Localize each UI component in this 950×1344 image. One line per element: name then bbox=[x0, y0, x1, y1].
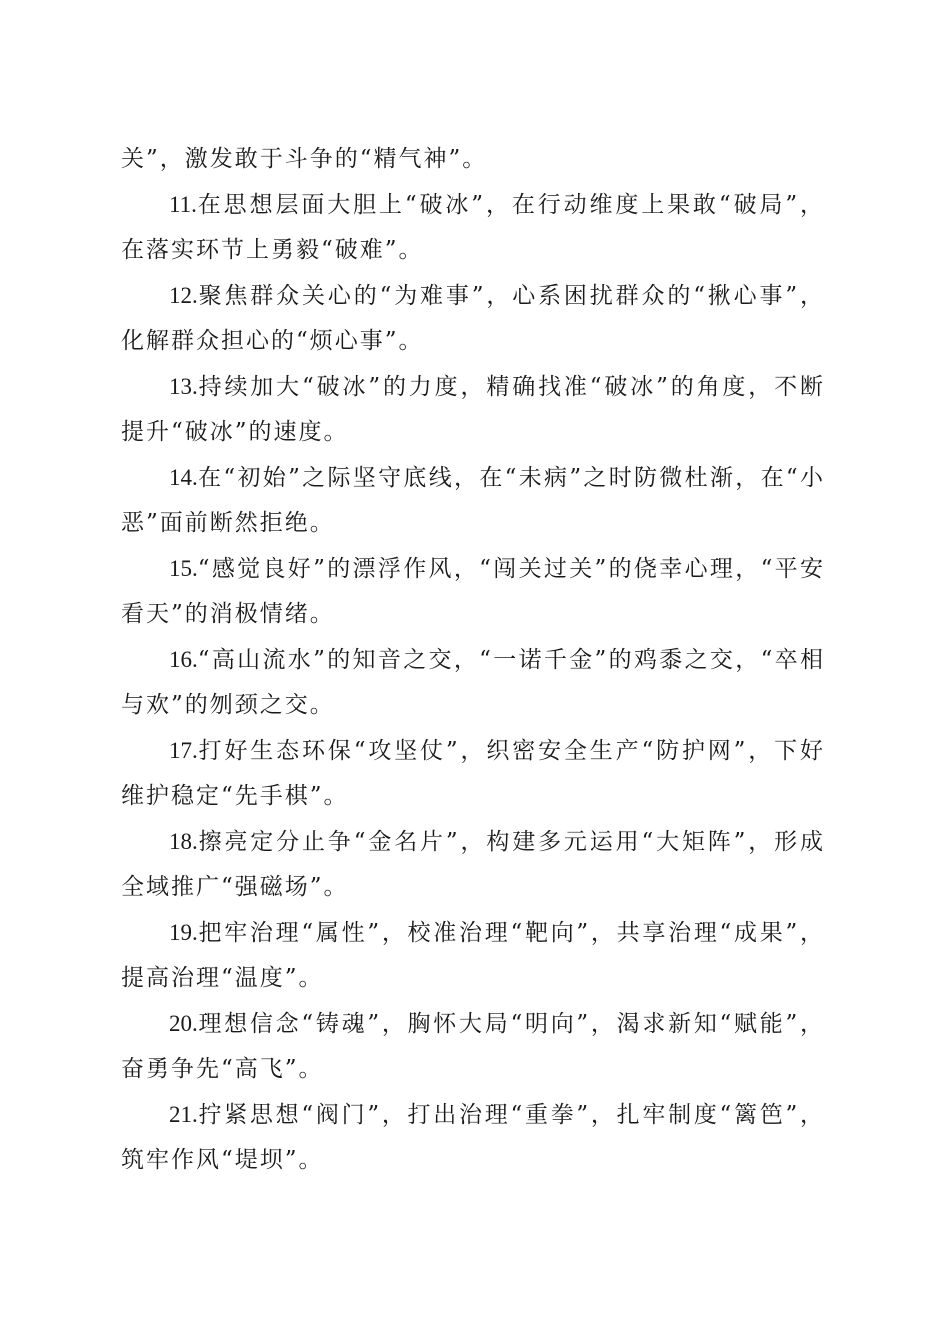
item-number: 20. bbox=[169, 1011, 198, 1036]
item-text: 聚焦群众关心的“为难事”，心系困扰群众的“揪心事”，化解群众担心的“烦心事”。 bbox=[121, 283, 825, 354]
item-number: 15. bbox=[169, 556, 198, 581]
item-number: 16. bbox=[169, 647, 198, 672]
paragraph-continuation bbox=[121, 137, 825, 182]
item-number: 19. bbox=[169, 920, 198, 945]
list-item bbox=[121, 546, 825, 637]
list-item bbox=[121, 182, 825, 273]
item-text: 擦亮定分止争“金名片”，构建多元运用“大矩阵”，形成全域推广“强磁场”。 bbox=[121, 829, 825, 900]
item-text: 拧紧思想“阀门”，打出治理“重拳”，扎牢制度“篱笆”，筑牢作风“堤坝”。 bbox=[121, 1102, 825, 1173]
item-text: “高山流水”的知音之交，“一诺千金”的鸡黍之交，“卒相与欢”的刎颈之交。 bbox=[121, 647, 825, 718]
item-text: “感觉良好”的漂浮作风，“闯关过关”的侥幸心理，“平安看天”的消极情绪。 bbox=[121, 556, 825, 627]
list-item bbox=[121, 1001, 825, 1092]
list-item bbox=[121, 364, 825, 455]
list-item bbox=[121, 910, 825, 1001]
list-item bbox=[121, 455, 825, 546]
item-text: 在“初始”之际坚守底线，在“未病”之时防微杜渐，在“小恶”面前断然拒绝。 bbox=[121, 465, 825, 536]
item-number: 17. bbox=[169, 738, 198, 763]
item-number: 18. bbox=[169, 829, 198, 854]
paragraph-text: 关”，激发敢于斗争的“精气神”。 bbox=[121, 146, 488, 172]
list-item bbox=[121, 819, 825, 910]
list-item bbox=[121, 637, 825, 728]
item-text: 把牢治理“属性”，校准治理“靶向”，共享治理“成果”，提高治理“温度”。 bbox=[121, 920, 825, 991]
list-item bbox=[121, 728, 825, 819]
item-number: 21. bbox=[169, 1102, 198, 1127]
item-text: 打好生态环保“攻坚仗”，织密安全生产“防护网”，下好维护稳定“先手棋”。 bbox=[121, 738, 825, 809]
item-text: 在思想层面大胆上“破冰”，在行动维度上果敢“破局”，在落实环节上勇毅“破难”。 bbox=[121, 192, 825, 263]
item-number: 13. bbox=[169, 374, 198, 399]
list-item bbox=[121, 1092, 825, 1183]
item-text: 理想信念“铸魂”，胸怀大局“明向”，渴求新知“赋能”，奋勇争先“高飞”。 bbox=[121, 1011, 825, 1082]
item-number: 14. bbox=[169, 465, 198, 490]
item-number: 11. bbox=[169, 192, 197, 217]
document-body bbox=[121, 137, 825, 1183]
list-item bbox=[121, 273, 825, 364]
item-text: 持续加大“破冰”的力度，精确找准“破冰”的角度，不断提升“破冰”的速度。 bbox=[121, 374, 825, 445]
item-number: 12. bbox=[169, 283, 198, 308]
